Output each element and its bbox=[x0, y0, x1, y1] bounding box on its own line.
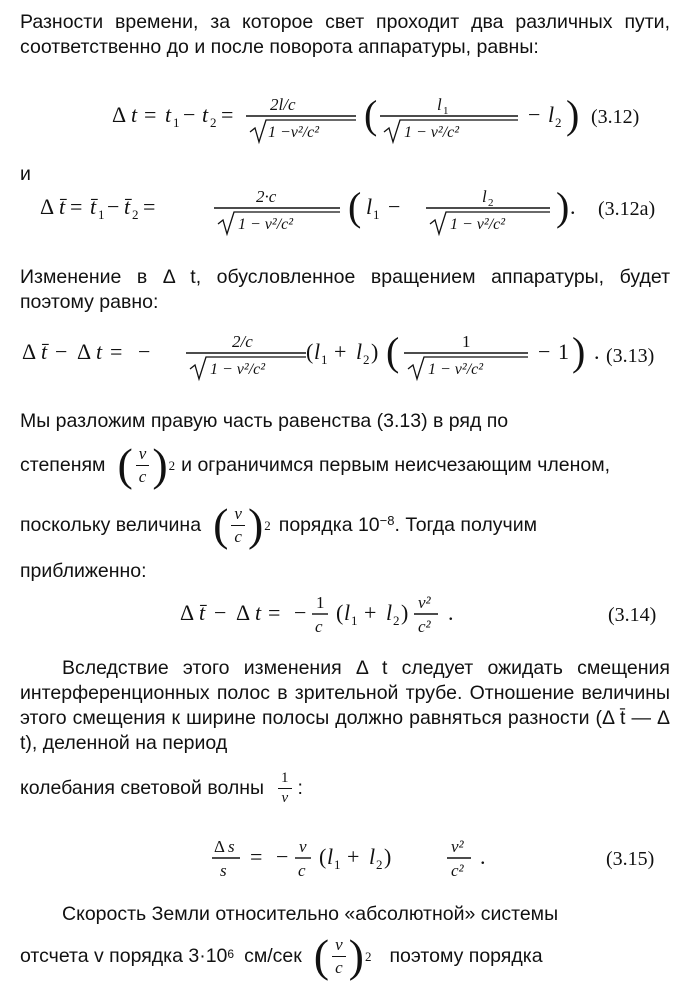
text-segment: порядка 10 bbox=[278, 513, 380, 536]
text-segment: : bbox=[297, 776, 303, 799]
text-segment: поскольку величина bbox=[20, 513, 202, 536]
svg-text:−: − bbox=[214, 600, 227, 625]
svg-text:+: + bbox=[347, 844, 360, 869]
svg-text:Δ: Δ bbox=[214, 837, 225, 856]
svg-text:2l/c: 2l/c bbox=[270, 95, 296, 114]
svg-text:.: . bbox=[448, 600, 454, 625]
svg-text:−: − bbox=[183, 102, 196, 127]
svg-text:2·c: 2·c bbox=[256, 187, 277, 206]
denominator: c bbox=[234, 526, 242, 546]
equation-3-13 bbox=[0, 327, 690, 387]
svg-text:ν: ν bbox=[299, 837, 307, 856]
svg-text:(: ( bbox=[386, 329, 400, 374]
denominator: c bbox=[138, 466, 147, 486]
svg-text:l: l bbox=[437, 95, 442, 114]
paragraph-expand-line3 bbox=[20, 500, 670, 550]
equation-3-15 bbox=[0, 832, 690, 892]
paragraph-earth-speed-line1: Скорость Земли относительно «абсолютной» системы bbox=[62, 903, 559, 925]
exponent: −8 bbox=[379, 513, 395, 528]
svg-text:t̄: t̄ bbox=[124, 194, 131, 219]
svg-text:s: s bbox=[220, 861, 227, 880]
text-segment: колебания световой волны bbox=[20, 776, 265, 799]
denominator: ν bbox=[281, 789, 289, 806]
svg-text:−: − bbox=[55, 339, 68, 364]
svg-text:−: − bbox=[138, 339, 151, 364]
text-segment: см/сек bbox=[244, 944, 302, 967]
svg-text:1: 1 bbox=[558, 339, 569, 364]
paragraph-expand-line1: Мы разложим правую часть равенства (3.13) в ряд по bbox=[20, 410, 509, 432]
numerator: v bbox=[136, 444, 150, 466]
svg-text:t: t bbox=[255, 600, 262, 625]
svg-text:t̄: t̄ bbox=[41, 339, 48, 364]
right-paren: ) bbox=[247, 499, 264, 550]
svg-text:): ) bbox=[572, 329, 586, 374]
svg-text:1: 1 bbox=[321, 352, 328, 367]
svg-text:c: c bbox=[298, 861, 306, 880]
text-segment: и ограничимся первым неисчезающим членом, bbox=[181, 453, 611, 476]
svg-text:): ) bbox=[556, 184, 570, 229]
text-segment: отсчета v порядка 3·10 bbox=[20, 944, 228, 967]
svg-text:−: − bbox=[528, 102, 541, 127]
equation-3-12-svg bbox=[0, 90, 690, 150]
svg-text:l: l bbox=[386, 600, 393, 625]
left-paren: ( bbox=[213, 499, 229, 550]
svg-text:): ) bbox=[371, 339, 379, 364]
svg-text:Δ: Δ bbox=[40, 194, 55, 219]
svg-text:1: 1 bbox=[173, 115, 180, 130]
svg-text:l: l bbox=[482, 187, 487, 206]
word-and: и bbox=[20, 163, 31, 185]
equation-number: (3.12a) bbox=[598, 198, 656, 220]
svg-text:1: 1 bbox=[316, 593, 325, 612]
svg-text:2: 2 bbox=[555, 115, 562, 130]
svg-text:l: l bbox=[327, 844, 334, 869]
svg-text:c²: c² bbox=[451, 861, 464, 880]
equation-3-14 bbox=[0, 588, 690, 648]
svg-text:=: = bbox=[110, 339, 123, 364]
paragraph-expand-line2 bbox=[20, 440, 670, 490]
svg-text:v²: v² bbox=[451, 837, 464, 856]
svg-text:): ) bbox=[566, 92, 580, 137]
svg-text:1: 1 bbox=[443, 105, 449, 117]
svg-text:.: . bbox=[570, 194, 576, 219]
svg-text:=: = bbox=[250, 844, 263, 869]
exponent: 6 bbox=[227, 947, 235, 961]
svg-text:s: s bbox=[228, 837, 235, 856]
svg-text:2/c: 2/c bbox=[232, 332, 253, 351]
numerator: 1 bbox=[278, 770, 292, 789]
svg-text:2: 2 bbox=[376, 857, 383, 872]
svg-text:(: ( bbox=[319, 844, 327, 869]
svg-text:2: 2 bbox=[132, 207, 139, 222]
paragraph-shift: Вследствие этого изменения Δ t следует ожидать смещения интерференционных полос в зрительной трубе. Отношение величины этого смещения к ширине полосы должно равняться разности (Δ t̄ — Δ t), деленной на период bbox=[20, 657, 670, 754]
svg-text:−: − bbox=[294, 600, 307, 625]
svg-text:(: ( bbox=[348, 184, 362, 229]
svg-text:): ) bbox=[401, 600, 409, 625]
svg-text:(: ( bbox=[336, 600, 344, 625]
svg-text:2: 2 bbox=[363, 352, 370, 367]
fraction bbox=[332, 935, 346, 978]
left-paren: ( bbox=[313, 930, 330, 981]
svg-text:+: + bbox=[334, 339, 347, 364]
svg-text:t̄: t̄ bbox=[59, 194, 66, 219]
paragraph-change: Изменение в Δ t, обусловленное вращением аппаратуры, будет поэтому равно: bbox=[20, 266, 670, 313]
svg-text:=: = bbox=[143, 194, 156, 219]
equation-3-13-svg bbox=[0, 327, 690, 387]
exponent: 2 bbox=[364, 948, 372, 964]
svg-text:1: 1 bbox=[351, 613, 358, 628]
svg-text:l: l bbox=[369, 844, 376, 869]
exponent: 2 bbox=[264, 517, 271, 533]
svg-text:=: = bbox=[144, 102, 157, 127]
svg-text:(: ( bbox=[364, 92, 378, 137]
svg-text:Δ: Δ bbox=[77, 339, 92, 364]
svg-text:l: l bbox=[356, 339, 363, 364]
svg-text:l: l bbox=[314, 339, 321, 364]
equation-3-12a bbox=[0, 182, 690, 242]
svg-text:=: = bbox=[221, 102, 234, 127]
svg-text:1 − v²/c²: 1 − v²/c² bbox=[210, 361, 266, 378]
fraction-one-over-nu bbox=[278, 770, 292, 807]
svg-text:t: t bbox=[165, 102, 172, 127]
text-segment: поэтому порядка bbox=[389, 944, 543, 967]
svg-text:l: l bbox=[366, 194, 373, 219]
svg-text:t: t bbox=[131, 102, 138, 127]
equation-number: (3.14) bbox=[608, 604, 657, 626]
svg-text:−: − bbox=[388, 194, 401, 219]
svg-text:Δ: Δ bbox=[112, 102, 127, 127]
right-paren: ) bbox=[152, 439, 168, 490]
numerator: v bbox=[332, 935, 346, 957]
right-paren: ) bbox=[348, 930, 364, 981]
svg-text:−: − bbox=[276, 844, 289, 869]
svg-text:.: . bbox=[594, 339, 600, 364]
svg-text:Δ: Δ bbox=[22, 339, 37, 364]
svg-text:−: − bbox=[107, 194, 120, 219]
svg-text:=: = bbox=[70, 194, 83, 219]
text-segment: . Тогда получим bbox=[394, 513, 537, 536]
svg-text:+: + bbox=[364, 600, 377, 625]
svg-text:Δ: Δ bbox=[236, 600, 251, 625]
svg-text:Δ: Δ bbox=[180, 600, 195, 625]
svg-text:v²: v² bbox=[418, 593, 431, 612]
exponent: 2 bbox=[168, 457, 176, 473]
paragraph-intro: Разности времени, за которое свет проходит два различных пути, соответственно до и после поворота аппаратуры, равны: bbox=[20, 11, 670, 58]
equation-3-15-svg bbox=[0, 832, 690, 892]
svg-text:1 − v²/c²: 1 − v²/c² bbox=[238, 216, 294, 233]
svg-text:1 − v²/c²: 1 − v²/c² bbox=[428, 361, 484, 378]
equation-3-12 bbox=[0, 90, 690, 150]
svg-text:t̄: t̄ bbox=[90, 194, 97, 219]
svg-text:1: 1 bbox=[334, 857, 341, 872]
equation-number: (3.15) bbox=[606, 848, 655, 870]
paragraph-shift-last-line bbox=[20, 765, 670, 811]
denominator: c bbox=[335, 957, 343, 977]
equation-number: (3.13) bbox=[606, 345, 655, 367]
svg-text:2: 2 bbox=[210, 115, 217, 130]
svg-text:c²: c² bbox=[418, 617, 431, 636]
svg-text:2: 2 bbox=[393, 613, 400, 628]
equation-3-14-svg bbox=[0, 588, 690, 648]
svg-text:1 −v²/c²: 1 −v²/c² bbox=[268, 124, 320, 141]
svg-text:−: − bbox=[538, 339, 551, 364]
svg-text:1: 1 bbox=[373, 207, 380, 222]
svg-text:=: = bbox=[268, 600, 281, 625]
svg-text:.: . bbox=[480, 844, 486, 869]
svg-text:1 − v²/c²: 1 − v²/c² bbox=[404, 124, 460, 141]
paragraph-expand-line4: приближенно: bbox=[20, 560, 147, 582]
svg-text:1: 1 bbox=[98, 207, 105, 222]
equation-number: (3.12) bbox=[591, 106, 640, 128]
text-segment: степеням bbox=[20, 453, 106, 476]
svg-text:t: t bbox=[202, 102, 209, 127]
fraction bbox=[231, 504, 245, 547]
fraction-v-over-c bbox=[313, 930, 372, 981]
svg-text:1: 1 bbox=[462, 332, 471, 351]
svg-text:2: 2 bbox=[488, 197, 494, 209]
svg-text:1 − v²/c²: 1 − v²/c² bbox=[450, 216, 506, 233]
fraction-v-over-c bbox=[117, 439, 176, 490]
svg-text:l: l bbox=[548, 102, 555, 127]
svg-text:l: l bbox=[344, 600, 351, 625]
left-paren: ( bbox=[117, 439, 133, 490]
equation-3-12a-svg bbox=[0, 182, 690, 242]
paragraph-earth-speed-line2 bbox=[20, 930, 670, 982]
fraction bbox=[136, 444, 150, 487]
svg-text:): ) bbox=[384, 844, 392, 869]
svg-text:(: ( bbox=[306, 339, 314, 364]
fraction-v-over-c bbox=[213, 499, 271, 550]
svg-text:c: c bbox=[315, 617, 323, 636]
svg-text:t̄: t̄ bbox=[199, 600, 206, 625]
svg-text:t: t bbox=[96, 339, 103, 364]
numerator: v bbox=[231, 504, 245, 526]
